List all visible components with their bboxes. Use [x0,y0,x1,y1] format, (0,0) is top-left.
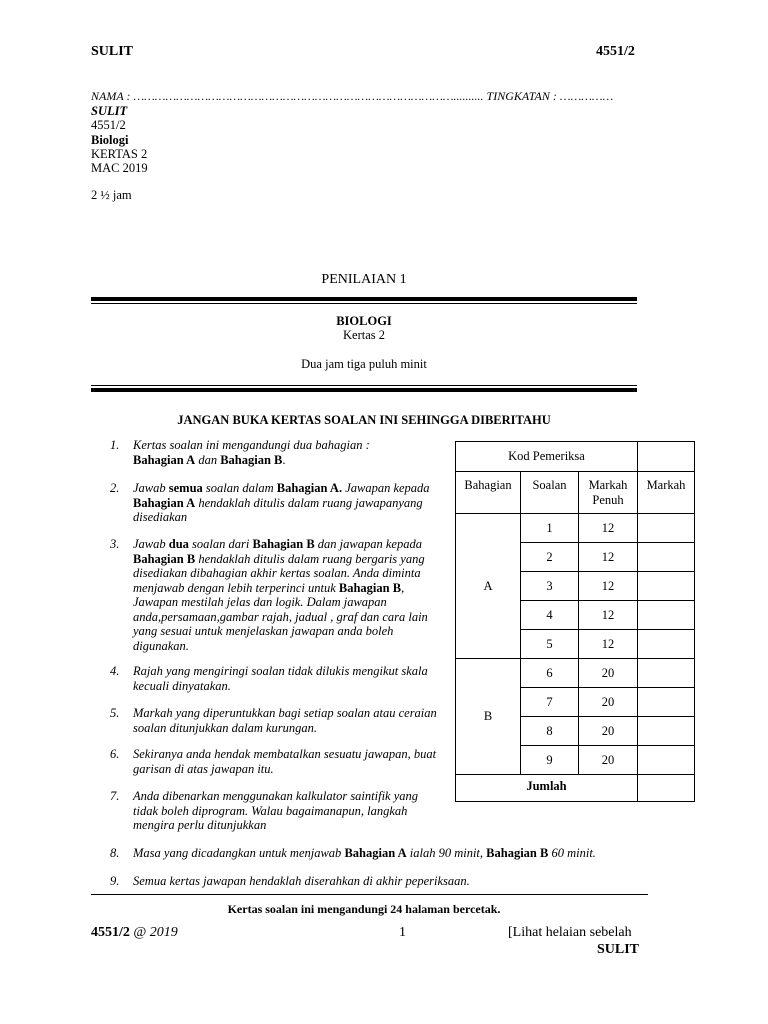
jumlah-label: Jumlah [456,775,638,802]
instruction-1: 1. Kertas soalan ini mengandungi dua bahagian : Bahagian A dan Bahagian B. [110,438,370,467]
section-a: A [456,514,521,659]
header-soalan: Soalan [521,472,579,514]
footer-code: 4551/2 @ 2019 [91,925,178,940]
time-allowed: Dua jam tiga puluh minit [301,357,427,371]
divider [91,303,637,304]
markah-input-cell[interactable] [638,630,695,659]
page-number: 1 [399,925,406,940]
markah-input-cell[interactable] [638,601,695,630]
pages-note: Kertas soalan ini mengandungi 24 halaman bercetak. [227,902,501,916]
cover-duration: 2 ½ jam [91,188,132,203]
header-markah-penuh: Markah Penuh [579,472,638,514]
page-title: PENILAIAN 1 [321,272,407,287]
instruction-4: 4. Rajah yang mengiringi soalan tidak dilukis mengikut skala kecuali dinyatakan. [110,664,428,693]
header-markah: Markah [638,472,695,514]
soalan-cell: 3 [521,572,579,601]
markah-input-cell[interactable] [638,572,695,601]
soalan-cell: 1 [521,514,579,543]
footer-rule [91,894,648,895]
soalan-cell: 4 [521,601,579,630]
instruction-5: 5. Markah yang diperuntukkan bagi setiap soalan atau ceraian soalan ditunjukkan dalam kurungan. [110,706,437,735]
cover-paper: KERTAS 2 [91,146,148,161]
markah-input-cell[interactable] [638,543,695,572]
instruction-2: 2. Jawab semua soalan dalam Bahagian A. Jawapan kepada Bahagian A hendaklah ditulis dalam ruang jawapanyang disediakan [110,481,430,524]
cover-subject: Biologi [91,132,129,147]
divider [91,388,637,392]
instruction-9: 9. Semua kertas jawapan hendaklah diserahkan di akhir peperiksaan. [110,874,470,888]
markah-penuh-cell: 20 [579,688,638,717]
instruction-7: 7. Anda dibenarkan menggunakan kalkulator saintifik yang tidak boleh diprogram. Walau bagaimanapun, langkah mengira perlu ditunjukkan [110,789,419,832]
cover-sulit: SULIT [91,104,128,118]
soalan-cell: 8 [521,717,579,746]
name-line [91,89,613,104]
markah-penuh-cell: 20 [579,746,638,775]
markah-penuh-cell: 12 [579,514,638,543]
header-bahagian: Bahagian [456,472,521,514]
soalan-cell: 7 [521,688,579,717]
markah-input-cell[interactable] [638,688,695,717]
footer-sulit: SULIT [597,942,640,957]
nama-dots: : ……………………………………………………………………………….......... [126,89,484,103]
soalan-cell: 9 [521,746,579,775]
section-b: B [456,659,521,775]
markah-input-cell[interactable] [638,514,695,543]
markah-input-cell[interactable] [638,746,695,775]
subject-title: BIOLOGI [336,314,392,328]
tingkatan-label: TINGKATAN [486,89,550,103]
cover-date: MAC 2019 [91,161,148,176]
paper-title: Kertas 2 [343,328,385,342]
tingkatan-dots: : …………… [552,89,614,103]
warning-heading: JANGAN BUKA KERTAS SOALAN INI SEHINGGA DIBERITAHU [177,413,551,427]
soalan-cell: 2 [521,543,579,572]
jumlah-cell[interactable] [638,775,695,802]
markah-input-cell[interactable] [638,659,695,688]
examiner-table [455,441,695,802]
instruction-8: 8. Masa yang dicadangkan untuk menjawab Bahagian A ialah 90 minit, Bahagian B 60 minit. [110,846,596,860]
nama-label: NAMA [91,89,124,103]
soalan-cell: 5 [521,630,579,659]
next-page-note: [Lihat helaian sebelah [508,925,632,940]
instruction-6: 6. Sekiranya anda hendak membatalkan sesuatu jawapan, buat garisan di atas jawapan itu. [110,747,437,776]
soalan-cell: 6 [521,659,579,688]
markah-penuh-cell: 12 [579,543,638,572]
markah-penuh-cell: 12 [579,572,638,601]
kod-pemeriksa-cell[interactable] [638,442,695,472]
kod-pemeriksa-label: Kod Pemeriksa [456,442,638,472]
markah-input-cell[interactable] [638,717,695,746]
instruction-3: 3. Jawab dua soalan dari Bahagian B dan jawapan kepada Bahagian B hendaklah ditulis dalam ruang bergaris yang disediakan dibahagian akhir kertas soalan. Anda diminta menjawab dengan lebih terperinci untuk Bahagian B, Jawapan mestilah jelas dan logik. Dalam jawapan anda,persamaan,gambar rajah, jadual , graf dan cara lain yang sesuai untuk menjelaskan jawapan anda boleh digunakan. [110,537,428,653]
divider [91,385,637,386]
markah-penuh-cell: 20 [579,717,638,746]
divider [91,297,637,301]
header-code: 4551/2 [596,44,635,59]
header-sulit: SULIT [91,44,134,59]
cover-info [91,104,148,203]
markah-penuh-cell: 20 [579,659,638,688]
markah-penuh-cell: 12 [579,630,638,659]
cover-code: 4551/2 [91,118,126,133]
markah-penuh-cell: 12 [579,601,638,630]
